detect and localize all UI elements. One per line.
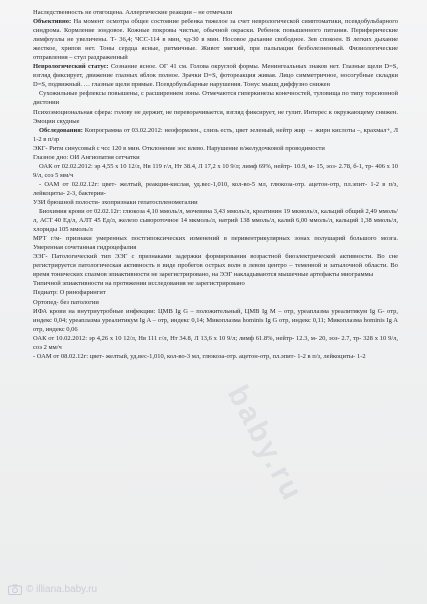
paragraph-text: ЭЭГ- Патологический тип ЭЭГ с признаками задержки формирования возрастной биоэлектрической активности. Во сне регистрируется патологическая активность в виде пробегов острых волн в левом центро – теменной и затылочной области. Во время тонических спазмов эпиактивности не зарегистрировано, на ЭЭГ накладываются мышечные артефакты миограммы [33,253,398,279]
document-body [33,8,398,361]
credit-stamp [8,584,97,595]
paragraph-text: Психоэмоциональная сфера: голову не держит, не переворачивается, взгляд фиксирует, не гулит. Интерес к окружающему снижен. Эмоции скудные [33,108,398,125]
paragraph-oak-2 [33,334,398,352]
paragraph-reflexes [33,89,398,107]
section-label: Неврологический статус: [33,63,109,71]
paragraph-mri [33,234,398,252]
paragraph-text: Копрограмма от 03.02.2012: неоформлен., слизь есть, цвет зеленый, нейтр жир → жирн кислоты –, крахмал+, Л 1-2 в п/зр [33,126,398,143]
paragraph-ultrasound [33,198,398,207]
paragraph-text: ОАК от 10.02.2012: эр 4,26 х 10 12/л, Нв 111 г/л, Нт 34.8, Л 13,6 х 10 9/л; лимф 61.8%, нейтр- 12.3, м- 20, эоз- 2.7, тр- 328 х 10 9/л, соэ 2 мм/ч [33,334,398,351]
paragraph-fundus [33,153,398,162]
paragraph-text: ОАК от 02.02.2012: эр 4,55 х 10 12/л, Нв 119 г/л, Нт 38.4, Л 17,2 х 10 9/л; лимф 69%, нейтр- 10.9, м- 15, эоз- 2.78, б-1, тр- 406 х 10 9/л, соэ 5 мм/ч [33,162,398,179]
paragraph-text: Биохимия крови от 02.02.12г: глюкоза 4,10 ммоль/л, мочевина 3,43 ммоль/л, креатинин 19 мкмоль/л, кальций общий 2,49 ммоль/л, АСТ 40 Ед/л, АЛТ 45 Ед/л, железо сывороточное 14 мкмоль/л, натрий 138 ммоль/л, калий 6,00 ммоль/л, кальций 1,38 ммоль/л, хлориды 105 ммоль/л [33,208,398,234]
paragraph-text: МРТ г/м- признаки умеренных постгипоксических изменений в перивентрикулярных зонах полушарий большого мозга. Умеренная сочетанная гидроцефалия [33,235,398,252]
paragraph-orthopedist [33,298,398,307]
paragraph-text: Сознание ясное. ОГ 41 см. Голова округлой формы. Менингеальных знаков нет. Глазные щели D=S, взгляд фиксирует, движение глазных яблок полное. Зрачки D=S, фотореакция живая. Лицо симметричное, носогубные складки D=S, подвижный. … глазные щели прямые. Псевдобульбарные нарушения. Тонус мышц диффузно снижен [33,63,398,89]
section-label: Объективно: [33,18,72,26]
paragraph-eeg [33,252,398,279]
paragraph-text: Ортопед- без патологии [33,298,99,306]
paragraph-text: Педиатр: О ринофарингит [33,289,106,297]
paragraph-text: ЭКГ- Ритм синусовый с чсс 120 в мин. Отклонение эос влево. Нарушение в/желудочковой проводимости [33,144,325,152]
paragraph-text: Сухожильные рефлексы повышены, с расширением зоны. Отмечаются гиперкинезы конечностей, туловища по типу торсионной дистонии [33,90,398,107]
paragraph-biochem [33,207,398,234]
paragraph-text: Глазное дно: ОИ Ангиопатия сетчатки [33,153,140,161]
paragraph-text: Наследственность не отягощена. Аллергические реакции – не отмечали [33,9,233,16]
section-label: Обследования: [39,126,83,134]
paragraph-neuro-status [33,62,398,89]
paragraph-heredity [33,8,398,17]
paragraph-text: На момент осмотра общее состояние ребенка тяжелое за счет неврологической симптоматики, псевдобульбарного синдрома. Кормление зондовое. Кожные покровы чистые, обычной окраски. Ребенок повышенного питания. Периферические лимфоузлы не увеличены. Т- 36,4; ЧСС-114 в мин, чд-30 в мин. Носовое дыхание свободное. Зев спокоен. В легких дыхание жесткое, хрипов нет. Тоны сердца ясные, ритмичные. Живот мягкий, при пальпации безболезненный. Физиологические отправления – стул раздраженный [33,18,398,62]
paragraph-pediatrician [33,288,398,297]
paragraph-oam-1 [33,180,398,198]
paragraph-epi [33,279,398,288]
paragraph-oak-1 [33,162,398,180]
camera-icon [8,584,22,595]
paragraph-text: УЗИ брюшной полости- эхопризнаки гепатоспленомегалии [33,198,198,206]
paragraph-ecg [33,144,398,153]
paragraph-text: ИФА крови на внутриутробные инфекции: ЦМВ Ig G – положительный, ЦМВ Ig M – отр, уреаплазма уреалитикум Ig G- отр, индекс 0,04; уреаплазма уреалитикум Ig A – отр, индекс 0,14; Микоплазма hominis Ig G отр, индекс 0,11; Микоплазма hominis Ig A отр, индекс 0,06 [33,307,398,333]
paragraph-exams [33,126,398,144]
paragraph-psycho [33,108,398,126]
paragraph-oam-2 [33,352,398,361]
paragraph-objective [33,17,398,62]
paragraph-ifa [33,307,398,334]
credit-text: © illiana.baby.ru [26,584,98,595]
paragraph-text: Типичной эпиактивности на протяжении исследования не зарегистрировано [33,280,245,288]
watermark: baby.ru [220,380,310,508]
paragraph-text: - ОАМ от 08.02.12г: цвет- желтый, уд.вес-1,010, кол-во-3 мл, глюкоза-отр. ацетон-отр, пл.эпит- 1-2 в п/з, лейкоциты- 1-2 [33,352,366,360]
paragraph-text: - ОАМ от 02.02.12г: цвет- желтый, реакция-кислая, уд.вес-1,010, кол-во-5 мл, глюкоза-отр. ацетон-отр, пл.эпит- 1-2 в п/з, лейкоциты- 2-3, бактерии- [33,180,398,197]
